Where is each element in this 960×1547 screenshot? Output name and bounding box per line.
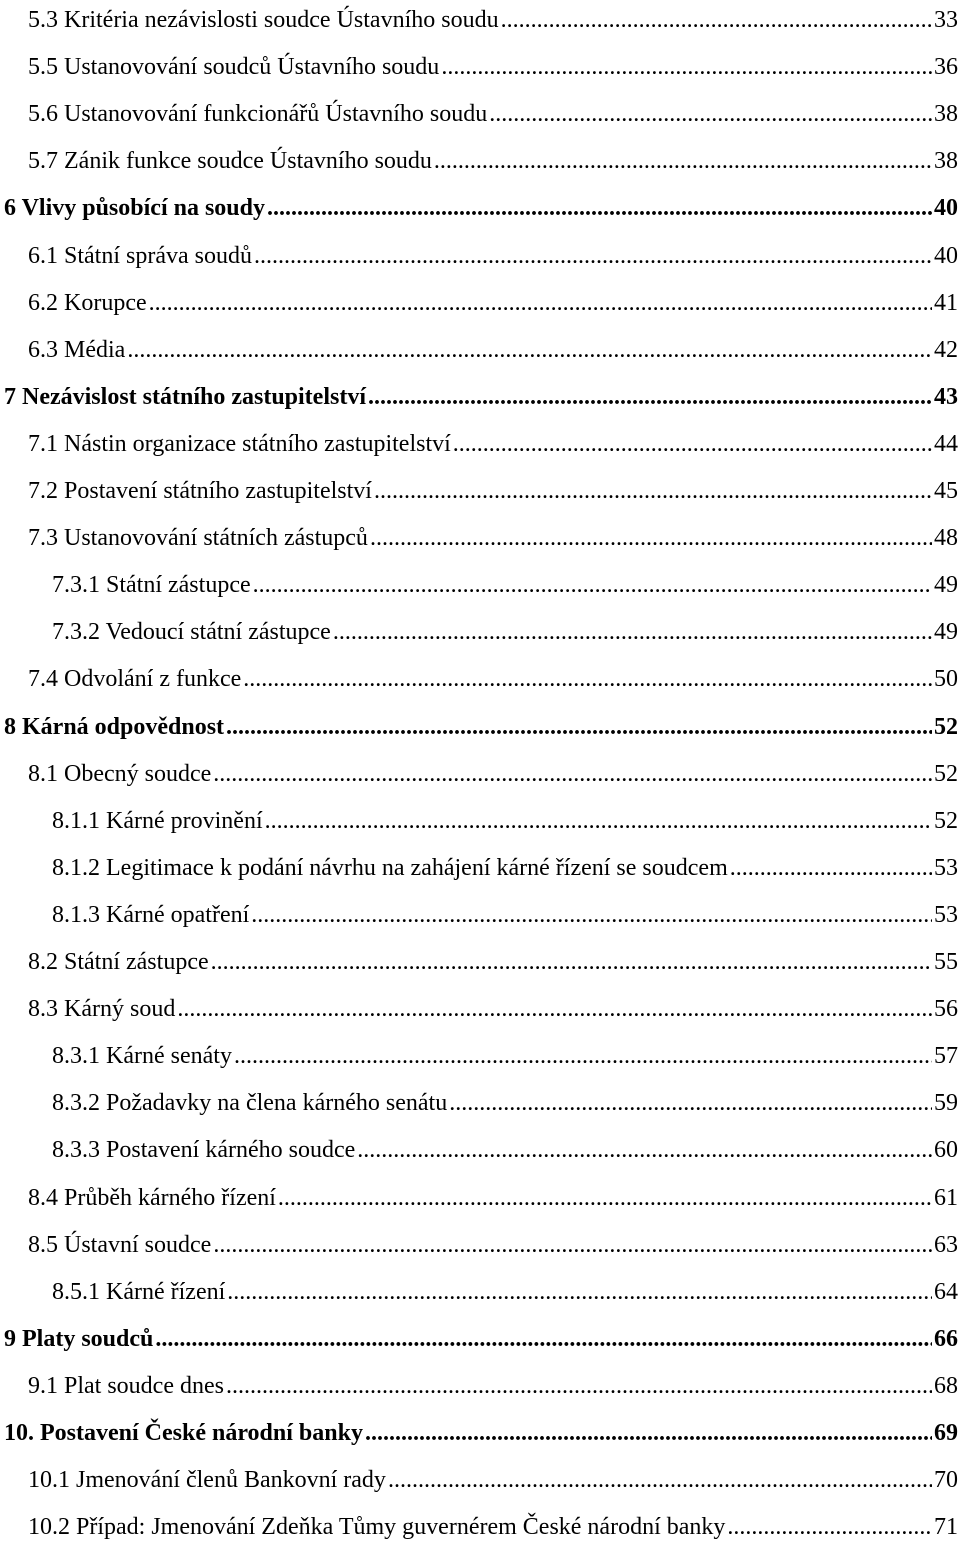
toc-dot-leader [357, 1130, 932, 1170]
toc-dot-leader [501, 0, 932, 40]
toc-dot-leader [374, 471, 932, 511]
toc-entry[interactable] [0, 188, 960, 228]
toc-entry[interactable] [0, 989, 960, 1029]
toc-dot-leader [177, 989, 932, 1029]
toc-entry-page-number: 50 [934, 666, 958, 693]
toc-dot-leader [368, 377, 932, 417]
toc-entry-title: 5.5 Ustanovování soudců Ústavního soudu [28, 54, 440, 81]
toc-entry-title: 6.2 Korupce [28, 289, 147, 316]
toc-dot-leader [243, 659, 932, 699]
toc-entry-page-number: 52 [934, 760, 958, 787]
toc-entry-page-number: 60 [934, 1137, 958, 1164]
toc-dot-leader [365, 1413, 932, 1453]
toc-entry-title: 5.3 Kritéria nezávislosti soudce Ústavního soudu [28, 7, 499, 33]
toc-entry[interactable] [0, 236, 960, 276]
toc-entry-title: 8.5.1 Kárné řízení [52, 1278, 226, 1305]
toc-entry[interactable] [0, 424, 960, 464]
toc-entry-page-number: 71 [934, 1514, 958, 1541]
toc-entry[interactable] [0, 659, 960, 699]
toc-entry-title: 8.4 Průběh kárného řízení [28, 1184, 276, 1211]
toc-entry-page-number: 36 [934, 54, 958, 81]
toc-entry-title: 8.2 Státní zástupce [28, 949, 209, 975]
toc-entry-page-number: 48 [934, 525, 958, 552]
toc-dot-leader [449, 1083, 932, 1123]
toc-entry[interactable] [0, 707, 960, 747]
toc-entry[interactable] [0, 518, 960, 558]
toc-dot-leader [434, 141, 932, 181]
toc-dot-leader [370, 518, 932, 558]
toc-entry-page-number: 49 [934, 572, 958, 599]
toc-dot-leader [155, 1319, 932, 1359]
toc-dot-leader [226, 707, 932, 747]
toc-entry[interactable] [0, 1036, 960, 1076]
toc-entry-title: 8.3 Kárný soud [28, 996, 176, 1023]
toc-dot-leader [234, 1036, 932, 1076]
toc-dot-leader [333, 612, 932, 652]
toc-entry-title: 8 Kárná odpovědnost [4, 713, 225, 740]
toc-entry-title: 7.3.1 Státní zástupce [52, 572, 251, 599]
toc-entry[interactable] [0, 801, 960, 841]
toc-entry[interactable] [0, 1130, 960, 1170]
toc-entry-page-number: 68 [934, 1372, 958, 1399]
toc-entry[interactable] [0, 1319, 960, 1359]
toc-entry-title: 10.2 Případ: Jmenování Zdeňka Tůmy guvernérem České národní banky [28, 1514, 726, 1541]
toc-dot-leader [489, 94, 932, 134]
toc-entry-page-number: 64 [934, 1278, 958, 1305]
toc-entry-page-number: 57 [934, 1043, 958, 1070]
toc-entry[interactable] [0, 754, 960, 794]
toc-entry[interactable] [0, 565, 960, 605]
toc-entry-title: 6.3 Média [28, 336, 126, 363]
toc-entry-title: 7.1 Nástin organizace státního zastupitelství [28, 430, 451, 457]
toc-entry-page-number: 41 [934, 289, 958, 316]
toc-dot-leader [127, 330, 932, 370]
toc-dot-leader [213, 754, 932, 794]
toc-dot-leader [441, 47, 932, 87]
toc-entry[interactable] [0, 1272, 960, 1312]
toc-dot-leader [388, 1460, 932, 1500]
toc-entry-page-number: 45 [934, 478, 958, 504]
toc-entry-title: 8.3.2 Požadavky na člena kárného senátu [52, 1090, 448, 1117]
toc-dot-leader [265, 801, 932, 841]
toc-entry-page-number: 43 [934, 383, 958, 410]
toc-entry-title: 8.1.1 Kárné provinění [52, 807, 263, 834]
toc-dot-leader [149, 283, 932, 323]
toc-entry[interactable] [0, 942, 960, 982]
toc-entry-title: 8.1 Obecný soudce [28, 760, 212, 787]
toc-entry[interactable] [0, 848, 960, 888]
toc-entry-title: 8.3.1 Kárné senáty [52, 1043, 232, 1070]
toc-entry-title: 5.7 Zánik funkce soudce Ústavního soudu [28, 148, 432, 175]
toc-dot-leader [278, 1178, 932, 1218]
toc-entry[interactable] [0, 471, 960, 511]
toc-entry-title: 8.3.3 Postavení kárného soudce [52, 1137, 356, 1164]
toc-entry-page-number: 33 [934, 7, 958, 33]
toc-entry[interactable] [0, 283, 960, 323]
toc-entry-title: 7 Nezávislost státního zastupitelství [4, 383, 366, 410]
toc-entry-page-number: 38 [934, 101, 958, 128]
toc-entry-page-number: 42 [934, 336, 958, 363]
toc-entry-page-number: 52 [934, 713, 958, 740]
toc-entry-title: 8.1.2 Legitimace k podání návrhu na zahájení kárné řízení se soudcem [52, 854, 728, 881]
toc-dot-leader [251, 895, 932, 935]
toc-entry[interactable] [0, 94, 960, 134]
toc-dot-leader [226, 1366, 932, 1406]
toc-entry[interactable] [0, 1507, 960, 1547]
toc-entry[interactable] [0, 612, 960, 652]
toc-entry[interactable] [0, 1366, 960, 1406]
toc-entry-title: 9.1 Plat soudce dnes [28, 1372, 224, 1399]
toc-entry[interactable] [0, 1413, 960, 1453]
toc-entry-title: 7.4 Odvolání z funkce [28, 666, 242, 693]
toc-entry-page-number: 59 [934, 1090, 958, 1117]
toc-entry[interactable] [0, 1083, 960, 1123]
toc-entry[interactable] [0, 0, 960, 40]
toc-entry[interactable] [0, 895, 960, 935]
toc-entry-page-number: 38 [934, 148, 958, 175]
toc-entry-title: 7.2 Postavení státního zastupitelství [28, 478, 372, 504]
toc-entry-page-number: 49 [934, 619, 958, 646]
toc-dot-leader [213, 1225, 932, 1265]
toc-entry-page-number: 52 [934, 807, 958, 834]
toc-entry[interactable] [0, 47, 960, 87]
toc-entry-title: 6.1 Státní správa soudů [28, 242, 252, 269]
toc-entry-page-number: 66 [934, 1325, 958, 1352]
toc-entry-title: 8.1.3 Kárné opatření [52, 901, 250, 928]
toc-dot-leader [211, 942, 932, 982]
toc-entry[interactable] [0, 1178, 960, 1218]
toc-entry-title: 8.5 Ústavní soudce [28, 1231, 212, 1258]
toc-entry-page-number: 40 [934, 242, 958, 269]
toc-entry-title: 7.3 Ustanovování státních zástupců [28, 525, 368, 552]
toc-entry-title: 10. Postavení České národní banky [4, 1420, 363, 1446]
toc-entry-page-number: 70 [934, 1467, 958, 1494]
toc-entry-title: 7.3.2 Vedoucí státní zástupce [52, 619, 331, 646]
toc-dot-leader [267, 188, 932, 228]
toc-entry-page-number: 69 [934, 1420, 958, 1446]
toc-entry[interactable] [0, 1225, 960, 1265]
toc-entry-title: 5.6 Ustanovování funkcionářů Ústavního soudu [28, 101, 488, 128]
toc-entry-title: 9 Platy soudců [4, 1325, 154, 1352]
toc-dot-leader [453, 424, 932, 464]
toc-entry-page-number: 53 [934, 901, 958, 928]
toc-entry-page-number: 55 [934, 949, 958, 975]
toc-entry[interactable] [0, 141, 960, 181]
toc-entry[interactable] [0, 377, 960, 417]
toc-entry-page-number: 53 [934, 854, 958, 881]
toc-dot-leader [730, 848, 932, 888]
toc-entry-page-number: 56 [934, 996, 958, 1023]
toc-entry[interactable] [0, 1460, 960, 1500]
toc-entry-page-number: 61 [934, 1184, 958, 1211]
toc-dot-leader [727, 1507, 932, 1547]
toc-entry-page-number: 44 [934, 430, 958, 457]
toc-dot-leader [227, 1272, 932, 1312]
toc-entry-title: 10.1 Jmenování členů Bankovní rady [28, 1467, 386, 1494]
toc-entry-page-number: 40 [934, 195, 958, 222]
toc-entry-title: 6 Vlivy působící na soudy [4, 195, 265, 222]
toc-entry-page-number: 63 [934, 1231, 958, 1258]
toc-dot-leader [254, 236, 932, 276]
toc-dot-leader [253, 565, 932, 605]
toc-entry[interactable] [0, 330, 960, 370]
